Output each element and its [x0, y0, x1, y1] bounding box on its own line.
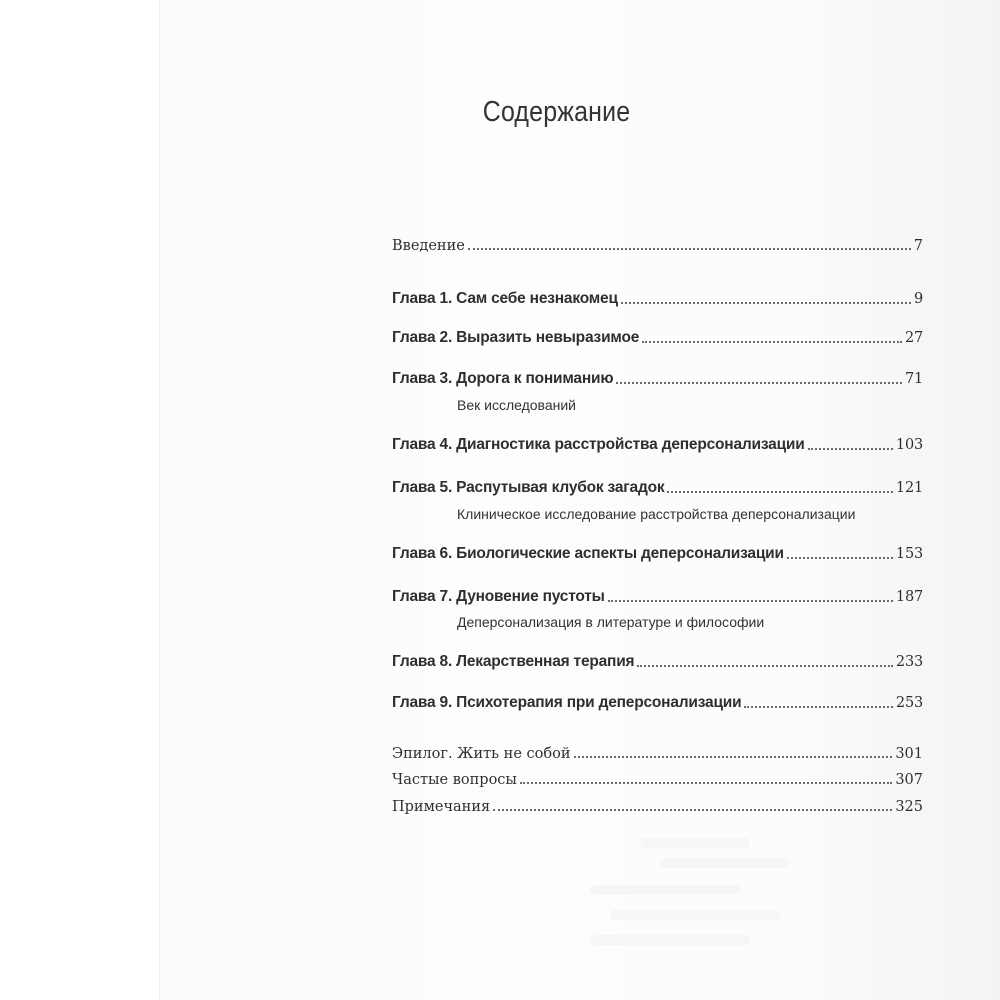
- toc-entry-label: Введение: [392, 238, 465, 254]
- toc-entry-page: 233: [895, 654, 923, 670]
- dot-leader: [608, 600, 893, 602]
- toc-entry-page: 71: [904, 371, 923, 387]
- toc-entry-chapter-6[interactable]: [392, 545, 923, 563]
- toc-entry-notes[interactable]: [392, 799, 923, 815]
- dot-leader: [637, 665, 893, 667]
- toc-entry-page: 307: [895, 772, 923, 788]
- toc-entry-chapter-4[interactable]: [392, 436, 923, 454]
- dot-leader: [520, 782, 892, 784]
- show-through-smudge: [590, 935, 750, 945]
- toc-entry-label: Глава 5. Распутывая клубок загадок: [392, 479, 665, 496]
- dot-leader: [642, 341, 902, 343]
- toc-entry-label: Эпилог. Жить не собой: [392, 746, 571, 762]
- toc-entry-page: 27: [904, 330, 923, 346]
- toc-entry-chapter-8[interactable]: [392, 653, 923, 671]
- dot-leader: [616, 382, 902, 384]
- toc-entry-label: Глава 1. Сам себе незнакомец: [392, 290, 618, 307]
- toc-entry-label: Глава 4. Диагностика расстройства деперсонализации: [392, 436, 805, 453]
- toc-entry-subtitle: Клиническое исследование расстройства деперсонализации: [457, 506, 856, 522]
- toc-entry-label: Глава 8. Лекарственная терапия: [392, 653, 635, 670]
- dot-leader: [468, 248, 911, 250]
- dot-leader: [574, 756, 893, 758]
- toc-entry-label: Глава 6. Биологические аспекты деперсонализации: [392, 545, 784, 562]
- toc-entry-chapter-5[interactable]: [392, 479, 923, 497]
- dot-leader: [787, 557, 893, 559]
- toc-entry-page: 325: [895, 799, 923, 815]
- toc-entry-label: Частые вопросы: [392, 772, 517, 788]
- dot-leader: [667, 491, 893, 493]
- dot-leader: [744, 706, 892, 708]
- toc-entry-page: 153: [895, 546, 923, 562]
- show-through-smudge: [660, 858, 790, 868]
- show-through-smudge: [590, 885, 740, 895]
- toc-entry-label: Глава 2. Выразить невыразимое: [392, 329, 640, 346]
- toc-entry-label: Глава 7. Дуновение пустоты: [392, 588, 605, 605]
- toc-entry-chapter-7[interactable]: [392, 588, 923, 606]
- dot-leader: [493, 809, 892, 811]
- toc-entry-label: Примечания: [392, 799, 491, 815]
- page-title: Содержание: [482, 96, 631, 128]
- toc-entry-label: Глава 9. Психотерапия при деперсонализации: [392, 694, 742, 711]
- toc-entry-subtitle: Век исследований: [457, 397, 576, 413]
- toc-entry-chapter-2[interactable]: [392, 329, 923, 347]
- toc-entry-page: 301: [895, 746, 923, 762]
- toc-entry-subtitle: Деперсонализация в литературе и философии: [457, 614, 765, 630]
- toc-entry-page: 121: [895, 480, 923, 496]
- toc-entry-label: Глава 3. Дорога к пониманию: [392, 370, 614, 387]
- show-through-smudge: [610, 910, 780, 920]
- show-through-smudge: [640, 838, 750, 848]
- toc-entry-page: 9: [913, 291, 923, 307]
- toc-entry-epilogue[interactable]: [392, 746, 923, 762]
- toc-entry-chapter-3[interactable]: [392, 370, 923, 388]
- toc-entry-page: 253: [895, 695, 923, 711]
- toc-entry-page: 103: [895, 437, 923, 453]
- toc-entry-introduction[interactable]: [392, 238, 923, 254]
- toc-entry-page: 7: [913, 238, 923, 254]
- toc-entry-faq[interactable]: [392, 772, 923, 788]
- toc-entry-page: 187: [895, 589, 923, 605]
- toc-entry-chapter-1[interactable]: [392, 290, 923, 308]
- book-page: [160, 0, 1000, 1000]
- dot-leader: [621, 302, 911, 304]
- dot-leader: [808, 448, 893, 450]
- toc-entry-chapter-9[interactable]: [392, 694, 923, 712]
